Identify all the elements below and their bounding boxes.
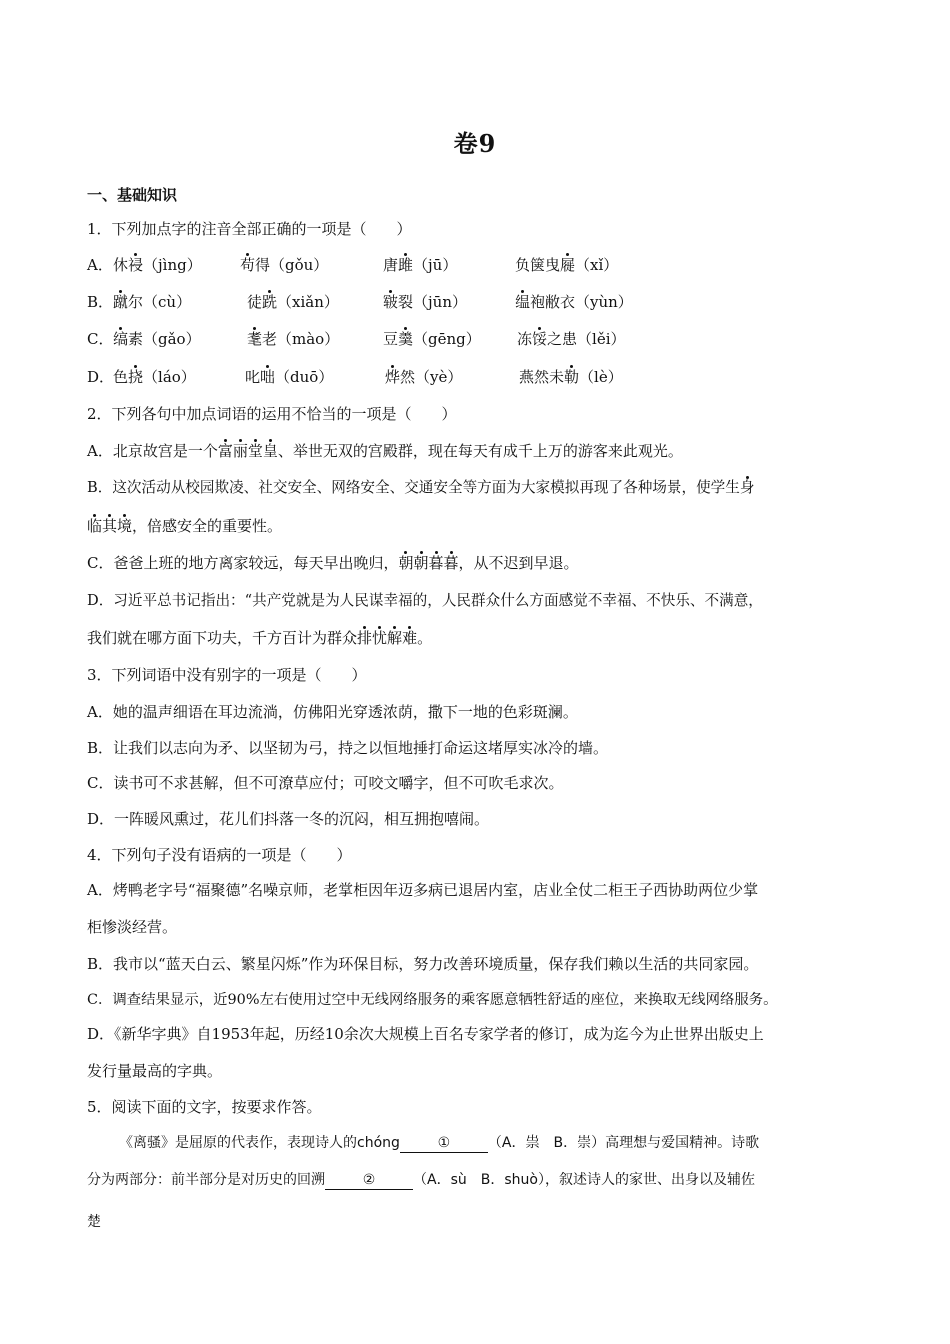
dotted-char: 祲 xyxy=(128,256,144,274)
q1-option-row xyxy=(87,329,887,349)
dotted-char: 勒 xyxy=(564,368,580,386)
q2-stem: 2．下列各句中加点词语的运用不恰当的一项是（ ） xyxy=(87,405,457,423)
q3-option-d: D．一阵暖风熏过，花儿们抖落一冬的沉闷，相互拥抱嘻闹。 xyxy=(87,810,490,828)
dotted-char: 跣 xyxy=(262,293,278,311)
item-pinyin: 然（yè） xyxy=(400,368,463,386)
option-item xyxy=(517,329,626,349)
dotted-char: 临 xyxy=(87,517,103,535)
option-item xyxy=(245,367,333,387)
option-text: C．爸爸上班的地方离家较远，每天早出晚归， xyxy=(87,554,399,572)
item-pinyin: 袍敝衣（yùn） xyxy=(530,293,633,311)
item-pinyin: （xǐ） xyxy=(575,256,619,274)
dotted-char: 屣 xyxy=(560,256,576,274)
dotted-char: 缊 xyxy=(515,293,531,311)
item-pinyin: 得（gǒu） xyxy=(255,256,329,274)
option-item xyxy=(113,255,202,275)
q2-option-d: D．习近平总书记指出：“共产党就是为人民谋幸福的，人民群众什么方面感觉不幸福、不快乐、不满意， xyxy=(87,592,763,609)
option-label: A． xyxy=(87,256,113,274)
dotted-char: 难 xyxy=(402,629,418,647)
q4-option-d-continued: 发行量最高的字典。 xyxy=(87,1062,223,1080)
q3-option-c: C．读书可不求甚解，但不可潦草应付；可咬文嚼字，但不可吹毛求次。 xyxy=(87,774,564,792)
dotted-char: 馁 xyxy=(532,330,548,348)
q1-option-row xyxy=(87,292,887,312)
item-pinyin: （láo） xyxy=(143,368,196,386)
dotted-char: 暮 xyxy=(428,554,444,572)
section-heading: 一、基础知识 xyxy=(87,186,178,204)
item-pinyin: 素（gǎo） xyxy=(128,330,201,348)
option-label: D． xyxy=(87,368,115,386)
option-text: ，从不迟到早退。 xyxy=(458,554,579,572)
passage-text: （A．祟 B．崇）高理想与爱国精神。诗歌 xyxy=(487,1135,760,1151)
option-item xyxy=(515,292,633,312)
fill-blank-2[interactable]: ② xyxy=(325,1172,413,1190)
dotted-char: 其 xyxy=(102,517,118,535)
q1-option-row xyxy=(87,255,887,275)
option-item xyxy=(113,292,191,312)
page-title: 卷9 xyxy=(453,129,497,158)
dotted-char: 暮 xyxy=(443,554,459,572)
dotted-char: 皲 xyxy=(383,293,399,311)
q2-option-b xyxy=(87,478,754,498)
q5-passage-line xyxy=(87,1170,755,1190)
option-item xyxy=(385,367,462,387)
q4-option-d: D．《新华字典》自1953年起，历经10余次大规模上百名专家学者的修订，成为迄今为止世界出版史上 xyxy=(87,1025,764,1043)
passage-text: （A．sù B．shuò），叙述诗人的家世、出身以及辅佐 xyxy=(413,1172,755,1188)
item-pinyin: （gēng） xyxy=(413,330,481,348)
q2-option-b-continued xyxy=(87,516,282,536)
item-text: 冻 xyxy=(517,330,533,348)
q4-stem: 4．下列句子没有语病的一项是（ ） xyxy=(87,846,352,864)
item-pinyin: 裂（jūn） xyxy=(398,293,467,311)
option-item xyxy=(247,329,339,349)
passage-text: 《离骚》是屈原的代表作，表现诗人的chóng xyxy=(119,1135,400,1151)
dotted-char: 朝 xyxy=(398,554,414,572)
option-text: ，倍感安全的重要性。 xyxy=(132,517,283,535)
q1-option-row xyxy=(87,367,887,387)
dotted-char: 解 xyxy=(387,629,403,647)
dotted-char: 丽 xyxy=(232,442,248,460)
dotted-char: 朝 xyxy=(413,554,429,572)
dotted-char: 羹 xyxy=(398,330,414,348)
option-item xyxy=(383,292,467,312)
option-item xyxy=(383,329,481,349)
item-pinyin: 之患（lěi） xyxy=(547,330,626,348)
dotted-char: 蹴 xyxy=(113,293,129,311)
q3-option-b: B．让我们以志向为矛、以坚韧为弓，持之以恒地捶打命运这堵厚实冰冷的墙。 xyxy=(87,739,609,757)
item-pinyin: （xiǎn） xyxy=(277,293,339,311)
q4-option-a: A．烤鸭老字号“福聚德”名噪京师，老掌柜因年迈多病已退居内室，店业全仗二柜王子西协助两位少掌 xyxy=(87,881,759,899)
fill-blank-1[interactable]: ① xyxy=(400,1135,488,1153)
item-pinyin: （jìng） xyxy=(143,256,202,274)
dotted-char: 咄 xyxy=(260,368,276,386)
option-item xyxy=(383,255,457,275)
q5-passage-line: 楚 xyxy=(87,1214,101,1230)
item-text: 色 xyxy=(113,368,129,386)
item-text: 负箧曳 xyxy=(515,256,561,274)
dotted-char: 挠 xyxy=(128,368,144,386)
dotted-char: 境 xyxy=(117,517,133,535)
q3-stem: 3．下列词语中没有别字的一项是（ ） xyxy=(87,666,367,684)
option-text: 。 xyxy=(417,629,433,647)
option-text: A．北京故宫是一个 xyxy=(87,442,218,460)
option-item xyxy=(515,255,618,275)
dotted-char: 排 xyxy=(357,629,373,647)
dotted-char: 雎 xyxy=(398,256,414,274)
option-item xyxy=(240,255,328,275)
option-item xyxy=(519,367,623,387)
q4-option-a-continued: 柜惨淡经营。 xyxy=(87,918,178,936)
item-pinyin: （duō） xyxy=(275,368,334,386)
item-text: 休 xyxy=(113,256,129,274)
q4-option-b: B．我市以“蓝天白云、繁星闪烁”作为环保目标，努力改善环境质量，保存我们赖以生活的共同家园。 xyxy=(87,955,759,973)
dotted-char: 堂 xyxy=(247,442,263,460)
passage-text: 分为两部分：前半部分是对历史的回溯 xyxy=(87,1172,325,1188)
q2-option-d-continued xyxy=(87,628,432,648)
item-text: 叱 xyxy=(245,368,261,386)
q4-option-c: C．调查结果显示，近90%左右使用过空中无线网络服务的乘客愿意牺牲舒适的座位，来换取无线网络服务。 xyxy=(87,992,778,1008)
option-label: C． xyxy=(87,330,114,348)
dotted-char: 富 xyxy=(217,442,233,460)
option-text: 、举世无双的宫殿群，现在每天有成千上万的游客来此观光。 xyxy=(277,442,683,460)
item-pinyin: 尔（cù） xyxy=(128,293,192,311)
option-item xyxy=(247,292,339,312)
dotted-char: 皇 xyxy=(262,442,278,460)
item-text: 豆 xyxy=(383,330,399,348)
q3-option-a: A．她的温声细语在耳边流淌，仿佛阳光穿透浓荫，撒下一地的色彩斑澜。 xyxy=(87,703,578,721)
item-text: 燕然未 xyxy=(519,368,565,386)
q5-stem: 5．阅读下面的文字，按要求作答。 xyxy=(87,1098,322,1116)
option-item xyxy=(113,367,196,387)
q1-stem: 1．下列加点字的注音全部正确的一项是（ ） xyxy=(87,220,412,238)
item-pinyin: （jū） xyxy=(413,256,458,274)
option-text: 我们就在哪方面下功夫，千方百计为群众 xyxy=(87,629,358,647)
dotted-char: 苟 xyxy=(240,256,256,274)
item-pinyin: 老（mào） xyxy=(262,330,340,348)
option-item xyxy=(113,329,201,349)
option-label: B． xyxy=(87,293,114,311)
item-pinyin: （lè） xyxy=(579,368,623,386)
dotted-char: 忧 xyxy=(372,629,388,647)
dotted-char: 耄 xyxy=(247,330,263,348)
option-text: B．这次活动从校园欺凌、社交安全、网络安全、交通安全等方面为大家模拟再现了各种场景，使学生 xyxy=(87,479,740,496)
dotted-char: 缟 xyxy=(113,330,129,348)
q2-option-c xyxy=(87,553,579,573)
item-text: 唐 xyxy=(383,256,399,274)
q2-option-a xyxy=(87,441,683,461)
dotted-char: 身 xyxy=(739,479,755,496)
dotted-char: 烨 xyxy=(385,368,401,386)
item-text: 徒 xyxy=(247,293,263,311)
q5-passage-line xyxy=(119,1133,759,1153)
